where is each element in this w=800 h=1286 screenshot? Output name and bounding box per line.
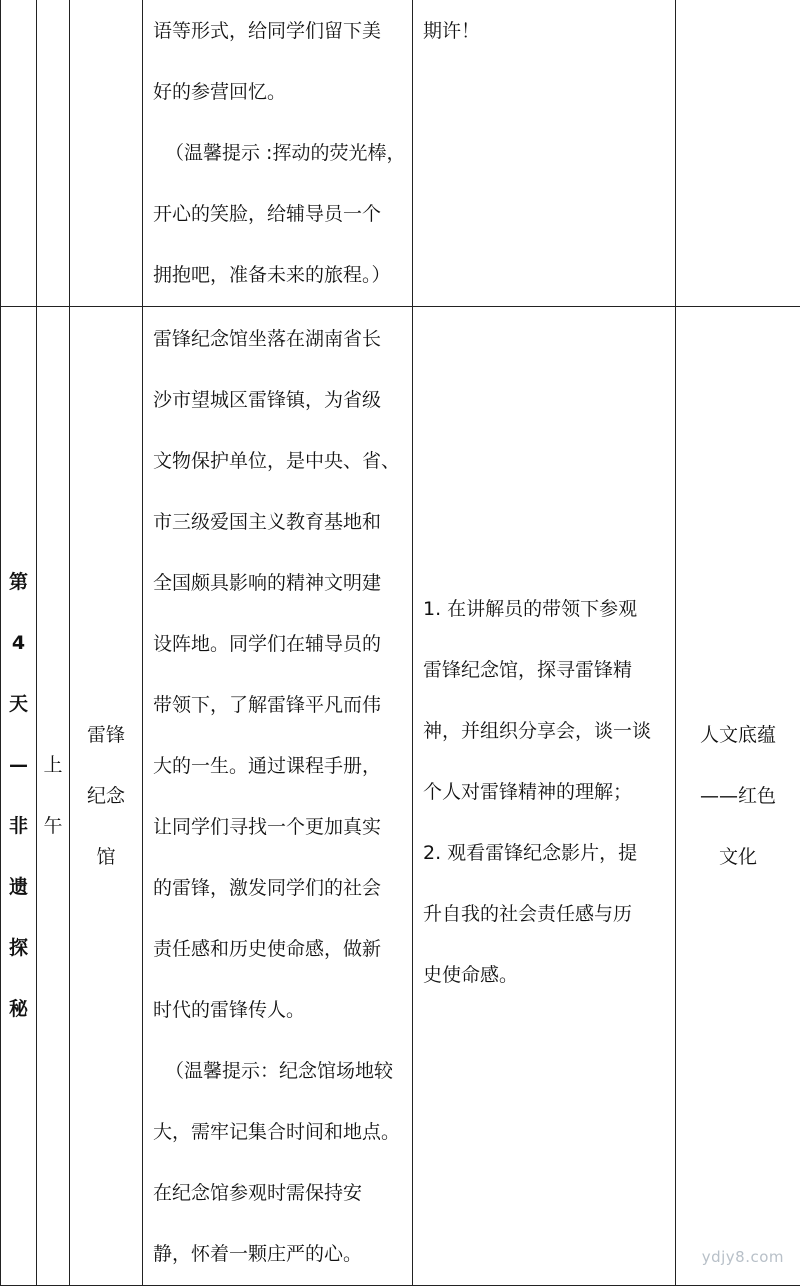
goal-line: 1. 在讲解员的带领下参观: [423, 579, 669, 640]
day-char: —: [1, 735, 36, 796]
goal-cell: [413, 0, 676, 307]
goal-line: 雷锋纪念馆，探寻雷锋精: [423, 640, 669, 701]
time-char: 午: [37, 796, 69, 857]
activity-line: 静，怀着一颗庄严的心。: [153, 1224, 406, 1285]
place-line: 馆: [70, 827, 142, 888]
activity-cell: [143, 0, 413, 307]
activity-line: 时代的雷锋传人。: [153, 980, 406, 1041]
day-cell-empty: [1, 0, 37, 307]
theme-cell-empty: [676, 0, 800, 307]
activity-line: 开心的笑脸，给辅导员一个: [153, 184, 406, 245]
day-char: 秘: [1, 979, 36, 1040]
day-char: 天: [1, 674, 36, 735]
activity-line: 设阵地。同学们在辅导员的: [153, 614, 406, 675]
goal-line: 史使命感。: [423, 945, 669, 1006]
goal-line: 2. 观看雷锋纪念影片，提: [423, 823, 669, 884]
activity-line: 大，需牢记集合时间和地点。: [153, 1102, 406, 1163]
goal-line: 个人对雷锋精神的理解；: [423, 762, 669, 823]
day-label: [1, 552, 36, 1040]
activity-line: 拥抱吧，准备未来的旅程。）: [153, 245, 406, 306]
activity-line: 让同学们寻找一个更加真实: [153, 797, 406, 858]
day-char: 探: [1, 918, 36, 979]
theme-label: [676, 705, 800, 888]
theme-line: ——红色: [676, 766, 800, 827]
activity-line: （温馨提示：纪念馆场地较: [153, 1041, 406, 1102]
activity-line: 带领下，了解雷锋平凡而伟: [153, 675, 406, 736]
day-char: 非: [1, 796, 36, 857]
activity-line: 全国颇具影响的精神文明建: [153, 553, 406, 614]
activity-line: 沙市望城区雷锋镇，为省级: [153, 370, 406, 431]
activity-line: 好的参营回忆。: [153, 62, 406, 123]
place-cell-empty: [70, 0, 143, 307]
activity-cell: [143, 307, 413, 1286]
activity-line: 语等形式，给同学们留下美: [153, 1, 406, 62]
goal-line: 期许！: [423, 1, 669, 62]
time-label: [37, 735, 69, 857]
activity-line: 在纪念馆参观时需保持安: [153, 1163, 406, 1224]
activity-line: 大的一生。通过课程手册，: [153, 736, 406, 797]
place-label: [70, 705, 142, 888]
activity-line: （温馨提示 :挥动的荧光棒，: [153, 123, 406, 184]
activity-line: 责任感和历史使命感，做新: [153, 919, 406, 980]
day-char: 遗: [1, 857, 36, 918]
day-cell: [1, 307, 37, 1286]
theme-line: 文化: [676, 827, 800, 888]
table-row-day4: [1, 307, 800, 1286]
place-cell: [70, 307, 143, 1286]
goal-line: 神，并组织分享会，谈一谈: [423, 701, 669, 762]
table-row-continuation: [1, 0, 800, 307]
place-line: 雷锋: [70, 705, 142, 766]
activity-line: 雷锋纪念馆坐落在湖南省长: [153, 309, 406, 370]
time-cell: [37, 307, 70, 1286]
theme-cell: [676, 307, 800, 1286]
time-char: 上: [37, 735, 69, 796]
goal-cell: [413, 307, 676, 1286]
activity-line: 市三级爱国主义教育基地和: [153, 492, 406, 553]
goal-line: 升自我的社会责任感与历: [423, 884, 669, 945]
theme-line: 人文底蕴: [676, 705, 800, 766]
place-line: 纪念: [70, 766, 142, 827]
time-cell-empty: [37, 0, 70, 307]
activity-line: 的雷锋，激发同学们的社会: [153, 858, 406, 919]
day-char: 4: [1, 613, 36, 674]
day-char: 第: [1, 552, 36, 613]
activity-line: 文物保护单位，是中央、省、: [153, 431, 406, 492]
watermark: ydjy8.com: [702, 1248, 784, 1266]
